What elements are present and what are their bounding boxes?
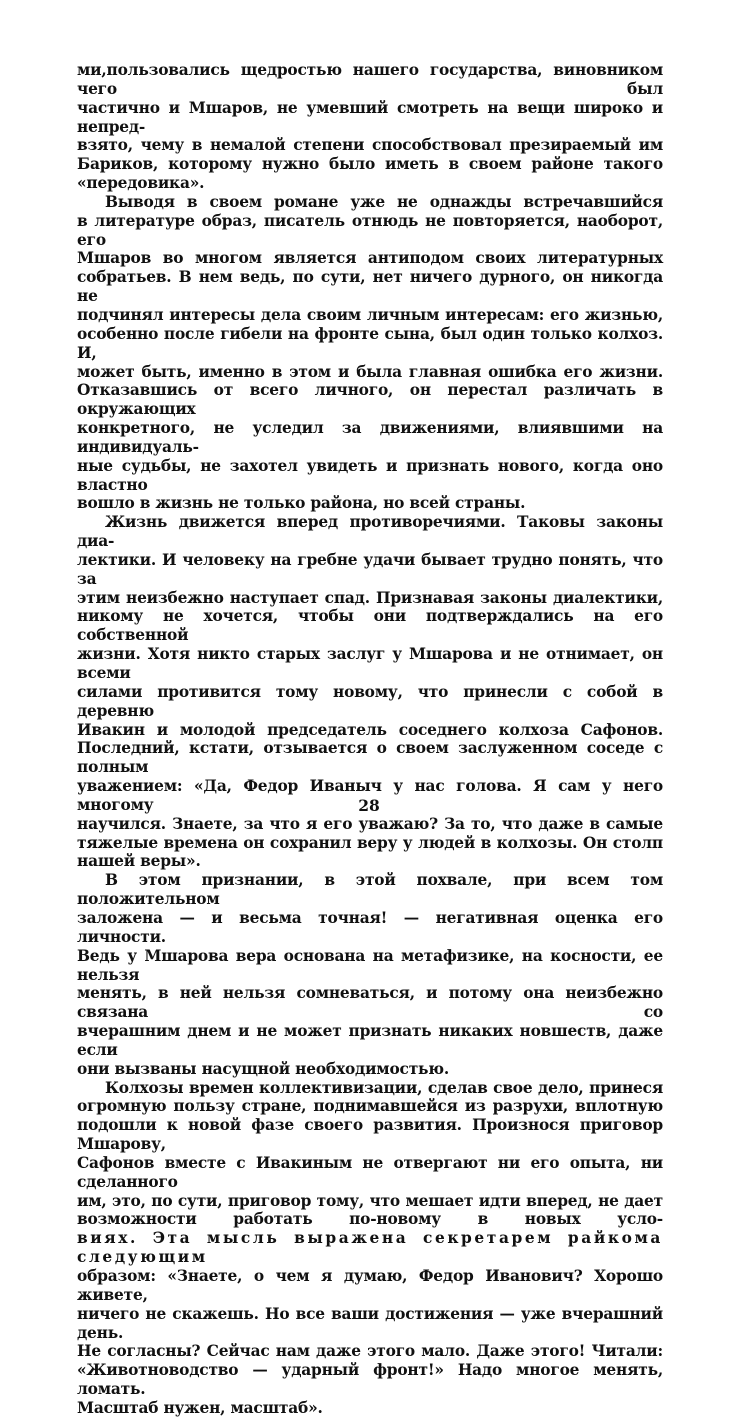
- text-line: конкретного, не уследил за движениями, влиявшими на индивидуаль-: [77, 419, 663, 456]
- paragraph-1: [77, 61, 663, 193]
- text-line: особенно после гибели на фронте сына, был один только колхоз. И,: [77, 324, 663, 362]
- text-line: в литературе образ, писатель отнюдь не повторяется, наоборот, его: [77, 211, 663, 249]
- text-line: ничего не скажешь. Но все ваши достижения — уже вчерашний день.: [77, 1304, 663, 1342]
- text-line: подошли к новой фазе своего развития. Произнося приговор Мшарову,: [77, 1116, 663, 1154]
- text-line: научился. Знаете, за что я его уважаю? За то, что даже в самые: [77, 814, 663, 833]
- paragraph-3: [77, 513, 663, 871]
- text-line: виях. Эта мысль выражена секретарем райкома следующим: [77, 1229, 663, 1267]
- paragraph-5: [77, 1079, 663, 1418]
- text-line: ные судьбы, не захотел увидеть и признать нового, когда оно властно: [77, 456, 663, 494]
- book-page-text: [77, 61, 663, 1418]
- text-line: частично и Мшаров, не умевший смотреть на вещи широко и непред-: [77, 98, 663, 136]
- text-line: Масштаб нужен, масштаб».: [77, 1398, 323, 1417]
- text-line: Жизнь движется вперед противоречиями. Таковы законы диа-: [77, 513, 663, 551]
- paragraph-2: [77, 193, 663, 513]
- text-line: В этом признании, в этой похвале, при всем том положительном: [77, 871, 663, 909]
- text-line: Бариков, которому нужно было иметь в своем районе такого: [77, 155, 663, 174]
- text-line: «передовика».: [77, 174, 205, 193]
- text-line: нашей веры».: [77, 852, 201, 871]
- text-line: взято, чему в немалой степени способствовал презираемый им: [77, 136, 663, 155]
- text-line: образом: «Знаете, о чем я думаю, Федор Иванович? Хорошо живете,: [77, 1267, 663, 1304]
- text-line: жизни. Хотя никто старых заслуг у Мшарова и не отнимает, он всеми: [77, 645, 663, 682]
- text-line: они вызваны насущной необходимостью.: [77, 1059, 450, 1078]
- text-line: собратьев. В нем ведь, по сути, нет ничего дурного, он никогда не: [77, 268, 663, 306]
- text-line: вчерашним днем и не может признать никаких новшеств, даже если: [77, 1022, 663, 1059]
- text-line: лектики. И человеку на гребне удачи бывает трудно понять, что за: [77, 550, 663, 588]
- page-number: 28: [358, 796, 380, 815]
- text-line: уважением: «Да, Федор Иваныч у нас голова. Я сам у него многому: [77, 777, 663, 814]
- text-line: Выводя в своем романе уже не однажды встречавшийся: [105, 192, 663, 211]
- text-line: Последний, кстати, отзывается о своем заслуженном соседе с полным: [77, 739, 663, 777]
- text-line: Не согласны? Сейчас нам даже этого мало. Даже этого! Читали:: [77, 1342, 663, 1361]
- text-line: силами противится тому новому, что принесли с собой в деревню: [77, 682, 663, 720]
- text-line: Колхозы времен коллективизации, сделав свое дело, принеся: [105, 1078, 663, 1097]
- text-line: огромную пользу стране, поднимавшейся из разрухи, вплотную: [77, 1097, 663, 1116]
- text-line: заложена — и весьма точная! — негативная оценка его личности.: [77, 908, 663, 946]
- text-line: вошло в жизнь не только района, но всей страны.: [77, 494, 526, 513]
- text-line: тяжелые времена он сохранил веру у людей в колхозы. Он столп: [77, 833, 663, 852]
- text-line: ми,пользовались щедростью нашего государства, виновником чего был: [77, 61, 663, 98]
- text-line: Ивакин и молодой председатель соседнего колхоза Сафонов.: [77, 720, 663, 739]
- text-line: подчинял интересы дела своим личным интересам: его жизнью,: [77, 305, 663, 324]
- text-line: им, это, по сути, приговор тому, что мешает идти вперед, не дает: [77, 1191, 663, 1210]
- text-line: менять, в ней нельзя сомневаться, и потому она неизбежно связана со: [77, 984, 663, 1022]
- text-line: этим неизбежно наступает спад. Признавая законы диалектики,: [77, 588, 663, 607]
- text-line: Отказавшись от всего личного, он перестал различать в окружающих: [77, 381, 663, 419]
- text-line: Сафонов вместе с Ивакиным не отвергают ни его опыта, ни сделанного: [77, 1153, 663, 1191]
- text-line: никому не хочется, чтобы они подтверждались на его собственной: [77, 607, 663, 645]
- paragraph-4: [77, 871, 663, 1078]
- text-line: Ведь у Мшарова вера основана на метафизике, на косности, ее нельзя: [77, 946, 663, 984]
- text-line: Мшаров во многом является антиподом своих литературных: [77, 249, 663, 268]
- text-line: может быть, именно в этом и была главная ошибка его жизни.: [77, 362, 663, 381]
- text-line: возможности работать по-новому в новых усло-: [77, 1210, 663, 1229]
- text-line: «Животноводство — ударный фронт!» Надо многое менять, ломать.: [77, 1361, 663, 1399]
